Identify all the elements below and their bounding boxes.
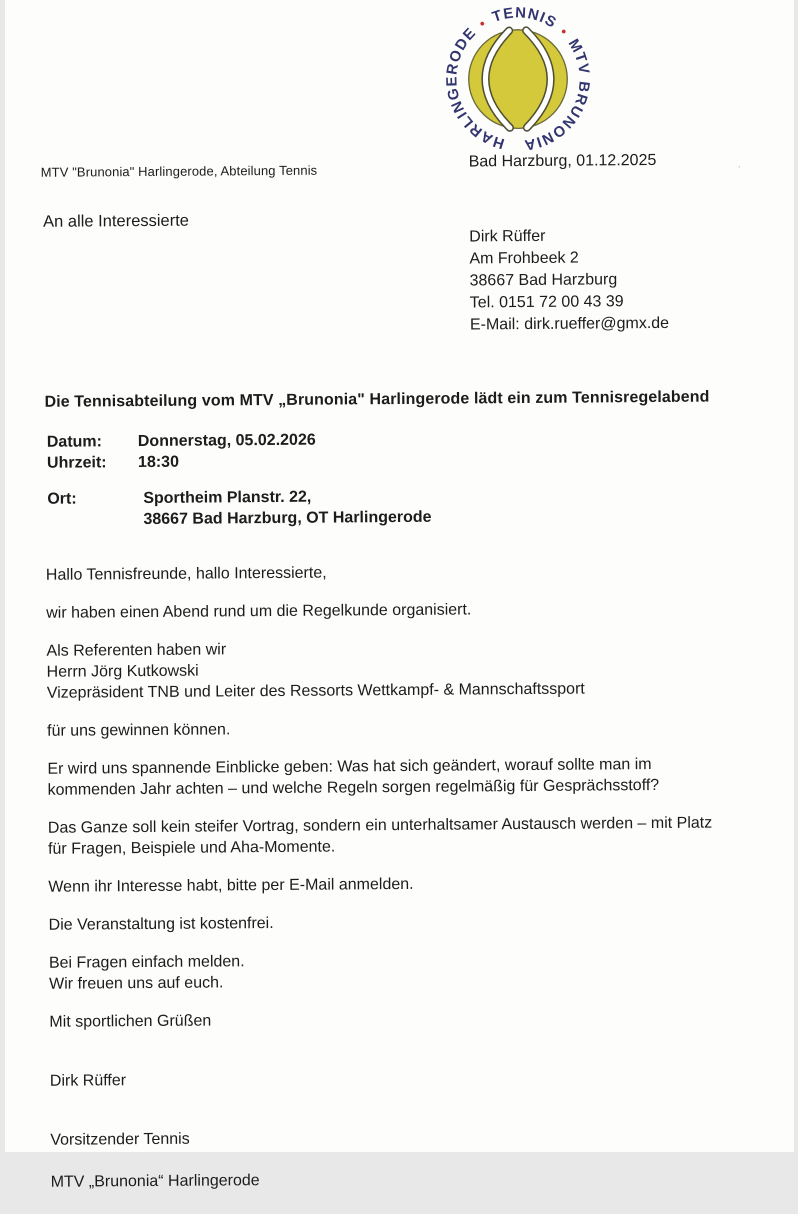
date-label: Datum:: [46, 433, 102, 451]
body-paragraphs: [45, 559, 788, 995]
event-details: [46, 429, 431, 531]
signature-org: MTV „Brunonia“ Harlingerode: [50, 1172, 260, 1191]
body-paragraph: Wenn ihr Interesse habt, bitte per E-Mail anmelden.: [47, 875, 414, 896]
place-value: Sportheim Planstr. 22, 38667 Bad Harzburg, OT Harlingerode: [142, 488, 432, 529]
tennis-ball-logo-icon: [434, 0, 601, 156]
body-paragraph: Als Referenten haben wir Herrn Jörg Kutkowski Vizepräsident TNB und Leiter des Ressorts Wettkampf- & Mannschaftssport: [45, 641, 585, 702]
signature-name: Dirk Rüffer: [49, 1072, 126, 1090]
contact-phone: Tel. 0151 72 00 43 39: [469, 293, 624, 312]
detail-row-date: [46, 429, 430, 453]
body-paragraph: Bei Fragen einfach melden. Wir freuen uns auf euch.: [48, 953, 245, 993]
detail-row-place: [47, 486, 431, 531]
recipient-line: An alle Interessierte: [42, 211, 189, 231]
letter-body: [45, 559, 790, 1214]
detail-row-time: [46, 450, 430, 474]
body-paragraph: Das Ganze soll kein steifer Vortrag, sondern ein unterhaltsamer Austausch werden – mit Platz für Fragen, Beispiele und Aha-Momente.: [47, 814, 712, 858]
time-value: 18:30: [137, 453, 179, 472]
letter-page: [5, 0, 794, 1191]
body-paragraph: Er wird uns spannende Einblicke geben: Was hat sich geändert, worauf sollte man im kommenden Jahr achten – und welche Regeln sorgen regelmäßig für Gesprächsstoff?: [46, 756, 659, 799]
invitation-headline: Die Tennisabteilung vom MTV „Brunonia" Harlingerode lädt ein zum Tennisregelabend: [43, 388, 710, 411]
city-date: Bad Harzburg, 01.12.2025: [468, 151, 656, 171]
contact-block: [469, 225, 669, 337]
body-paragraph: für uns gewinnen können.: [46, 721, 230, 740]
sender-line: MTV "Brunonia" Harlingerode, Abteilung Tennis: [40, 162, 317, 180]
club-logo: [434, 0, 601, 156]
logo-ring-text: HARLINGERODE•TENNIS • MTV BRUNONIA: [443, 5, 592, 153]
scan-artifact: ·: [737, 161, 741, 172]
closing-line: Mit sportlichen Grüßen: [48, 1012, 211, 1031]
date-value: Donnerstag, 05.02.2026: [137, 431, 316, 451]
contact-street: Am Frohbeek 2: [468, 249, 579, 268]
contact-city: 38667 Bad Harzburg: [469, 271, 617, 290]
body-paragraph: Hallo Tennisfreunde, hallo Interessierte,: [45, 564, 327, 584]
body-paragraph: Die Veranstaltung ist kostenfrei.: [48, 915, 274, 934]
signature-block: [50, 1103, 791, 1214]
contact-name: Dirk Rüffer: [468, 227, 545, 246]
place-label: Ort:: [46, 490, 77, 508]
contact-email: E-Mail: dirk.rueffer@gmx.de: [469, 314, 669, 334]
signature-role: Vorsitzender Tennis: [49, 1130, 190, 1149]
body-paragraph: wir haben einen Abend rund um die Regelkunde organisiert.: [45, 601, 471, 622]
time-label: Uhrzeit:: [46, 454, 107, 472]
